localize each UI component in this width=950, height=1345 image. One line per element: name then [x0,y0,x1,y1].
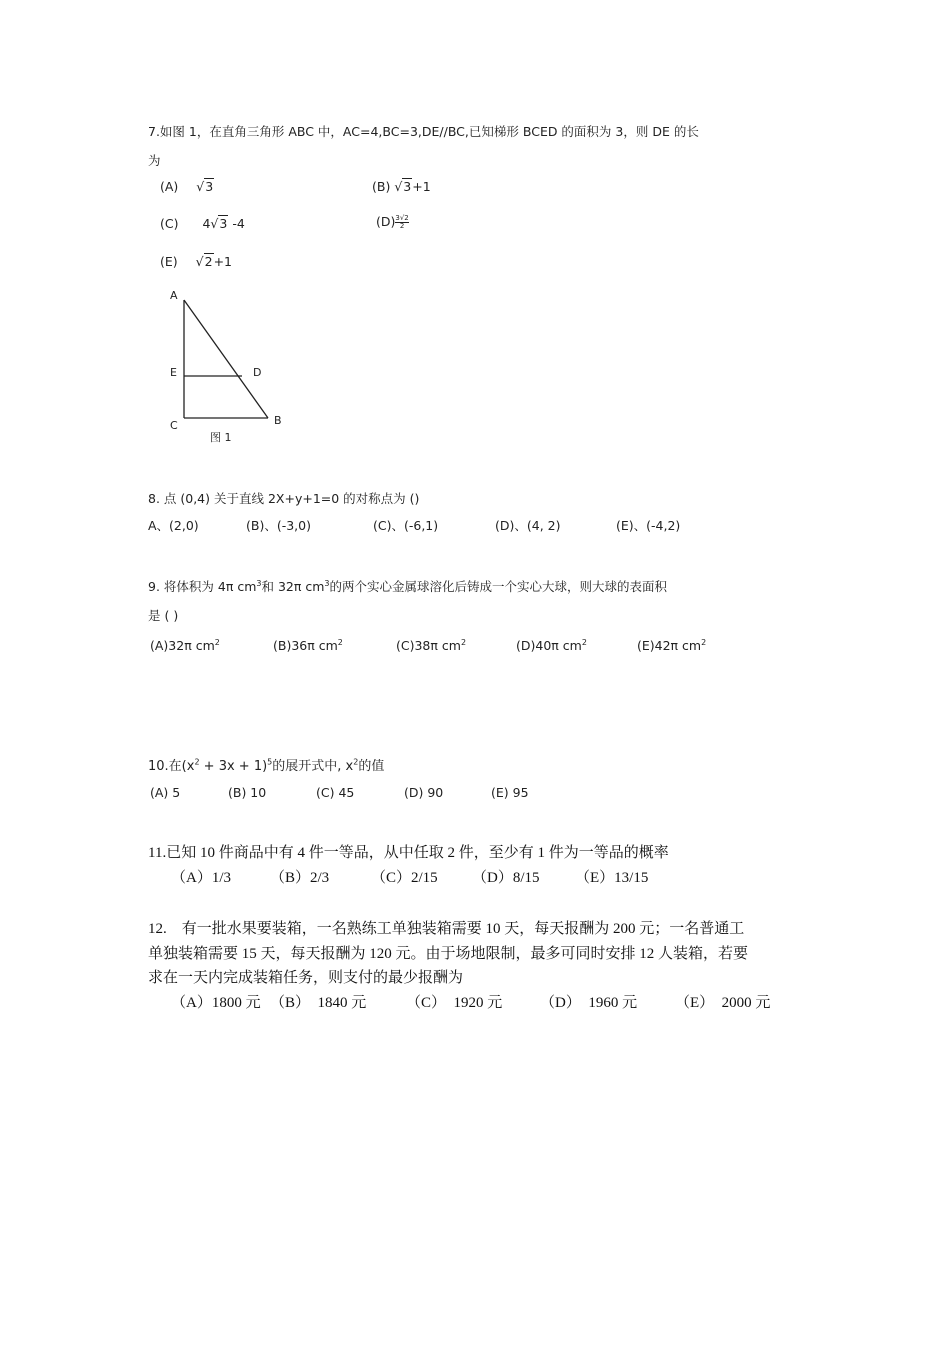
q7-option-c-label: (C) [160,216,179,231]
q12-line2: 单独装箱需要 15 天，每天报酬为 120 元。由于场地限制，最多可同时安排 12 人装箱，若要 [148,946,749,962]
figure-caption: 图 1 [210,431,232,444]
q12-line1: 12. 有一批水果要装箱，一名熟练工单独装箱需要 10 天，每天报酬为 200 元；一名普通工 [148,921,745,937]
q10-option-a: (A) 5 [150,785,181,800]
vertex-a-label: A [170,289,178,302]
q9-option-d [516,638,587,653]
q7-option-a-label: (A) [160,179,179,194]
q7-option-a: (A) √3 [160,179,214,194]
q8-option-d: (D)、(4, 2) [495,518,561,533]
q7-option-c-coef: 4 [202,216,211,231]
vertex-e-label: E [170,366,177,379]
q7-option-b-suffix: +1 [412,179,431,194]
q9-option-a-text: (A)32π cm [150,638,215,654]
q9-option-e-text: (E)42π cm [637,638,702,654]
q7-option-c: (C) 4√3 -4 [160,216,245,231]
q9-option-b [273,638,343,653]
q10-option-e: (E) 95 [491,785,529,800]
q9-stem-part-a: 9. 将体积为 4π cm [148,579,257,594]
q7-option-d-denominator: 2 [399,222,405,230]
q8-option-b: (B)、(-3,0) [246,518,311,533]
q9-option-a-sup: 2 [214,638,220,647]
q10-stem-part-a: 10.在(x [148,759,195,774]
q12-option-a: （A）1800 元 [171,995,261,1011]
q11-option-a: （A）1/3 [171,870,232,886]
q11-option-d: （D）8/15 [472,870,540,886]
q7-option-b-label: (B) [372,179,391,194]
q7-stem-line1: 7.如图 1，在直角三角形 ABC 中，AC=4,BC=3,DE//BC,已知梯形 BCED 的面积为 3，则 DE 的长 [148,124,699,139]
q7-option-e: (E) √2+1 [160,254,232,269]
q9-stem-part-c: 的两个实心金属球溶化后铸成一个实心大球，则大球的表面积 [329,579,668,594]
q7-option-b-radicand: 3 [403,179,412,194]
q8-option-c: (C)、(-6,1) [373,518,439,533]
q10-stem-part-b: + 3x + 1) [199,759,268,774]
q10-stem-sup2: 5 [267,757,273,767]
q12-option-b: （B） 1840 元 [270,995,367,1011]
q9-option-c-sup: 2 [460,638,467,647]
q9-option-c-text: (C)38π cm [396,638,461,654]
q7-option-a-radicand: 3 [205,179,214,194]
vertex-c-label: C [170,419,178,432]
q12-option-d: （D） 1960 元 [540,995,638,1011]
q8-option-a: A、(2,0) [148,518,199,533]
q7-option-d-numerator: 3√2 [395,214,409,222]
q9-option-e-sup: 2 [701,638,707,647]
q7-option-b: (B) √3+1 [372,179,431,194]
q10-option-b: (B) 10 [228,785,267,800]
q10-stem-part-d: 的值 [358,759,385,774]
q9-option-e [637,638,706,653]
q7-option-e-suffix: +1 [213,254,232,269]
q9-stem-line1 [148,577,667,595]
q11-option-b: （B）2/3 [270,870,330,886]
q10-stem-sup1: 2 [194,757,200,767]
q10-stem-part-c: 的展开式中, x [272,759,354,774]
q7-option-e-radicand: 2 [204,254,213,269]
q7-stem-line2: 为 [148,153,161,168]
q8-option-e: (E)、(-4,2) [616,518,681,533]
q9-option-d-sup: 2 [581,638,587,647]
q7-option-c-radicand: 3 [219,216,228,231]
vertex-b-label: B [274,414,282,427]
q9-option-b-text: (B)36π cm [273,638,338,654]
q7-option-d-label: (D) [376,214,396,229]
vertex-d-label: D [253,366,262,379]
q9-option-b-sup: 2 [337,638,343,647]
q9-option-a [150,638,220,653]
q7-option-c-suffix: -4 [228,216,245,231]
q7-option-e-label: (E) [160,254,178,269]
q9-stem-sup1: 3 [256,578,262,588]
q12-line3: 求在一天内完成装箱任务，则支付的最少报酬为 [148,970,464,986]
q10-stem-sup3: 2 [353,757,359,767]
q9-option-c [396,638,466,653]
q10-option-d: (D) 90 [404,785,444,800]
q12-option-c: （C） 1920 元 [406,995,503,1011]
q8-stem: 8. 点 (0,4) 关于直线 2X+y+1=0 的对称点为 () [148,491,420,506]
q9-option-d-text: (D)40π cm [516,638,582,654]
q9-stem-sup2: 3 [324,578,330,588]
q11-stem: 11.已知 10 件商品中有 4 件一等品，从中任取 2 件，至少有 1 件为一等品的概率 [148,845,669,861]
segment-ab [184,300,268,418]
q11-option-e: （E）13/15 [575,870,649,886]
q10-stem [148,755,384,774]
q10-option-c: (C) 45 [316,785,355,800]
q9-stem-part-b: 和 32π cm [261,579,325,594]
q12-option-e: （E） 2000 元 [675,995,771,1011]
q11-option-c: （C）2/15 [371,870,438,886]
q9-stem-line2: 是 ( ) [148,608,179,623]
